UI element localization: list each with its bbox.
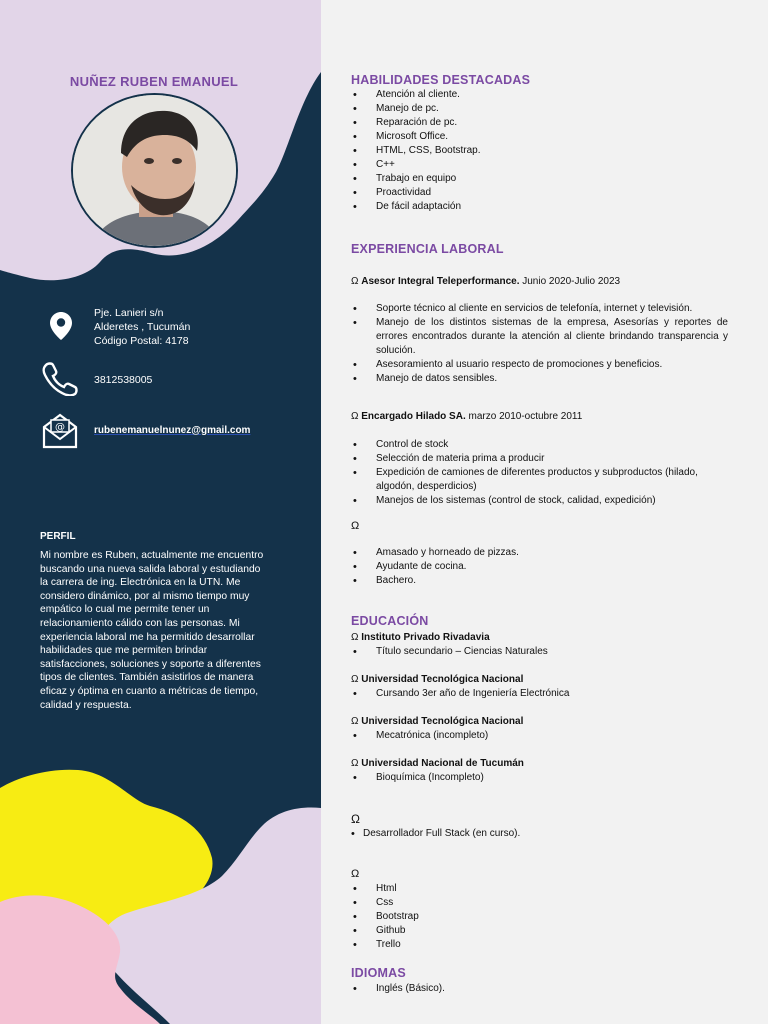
school-detail-list [353,687,728,701]
list-item: • Título secundario – Ciencias Naturales [353,645,728,659]
email-link[interactable]: rubenemanuelnunez@gmail.com [94,425,251,436]
list-item: • Cursando 3er año de Ingeniería Electrónica [353,687,728,701]
job-heading [351,276,620,287]
list-item: • Css [353,896,728,910]
omega-bullet: Ω [351,758,359,769]
school-name: Universidad Tecnológica Nacional [361,716,524,727]
location-pin-icon [50,312,72,345]
list-item: • Manejo de datos sensibles. [353,372,728,386]
list-item: • Desarrollador Full Stack (en curso). [351,827,726,841]
job-heading [351,411,582,422]
phone-number: 3812538005 [94,374,153,386]
education-title: EDUCACIÓN [351,614,429,628]
person-avatar-icon [73,95,238,248]
svg-text:@: @ [55,422,65,433]
address-line: Alderetes , Tucumán [94,321,191,333]
list-item: • Manejo de los distintos sistemas de la empresa, Asesorías y reportes de errores encontrados durante la atención al cliente brindando transparencia y solución. [353,316,728,358]
school-heading [351,632,490,643]
phone-icon [42,362,78,401]
address-line: Pje. Lanieri s/n [94,307,164,319]
omega-bullet: Ω [351,276,359,287]
list-item: • Reparación de pc. [353,116,743,130]
omega-bullet: Ω [351,812,360,826]
list-item: • Bioquímica (Incompleto) [353,771,728,785]
job-period: Junio 2020-Julio 2023 [522,276,621,287]
school-detail-list [353,771,728,785]
course-list [351,827,726,841]
school-name: Instituto Privado Rivadavia [361,632,490,643]
skills-title: HABILIDADES DESTACADAS [351,73,531,87]
list-item: • Mecatrónica (incompleto) [353,729,728,743]
profile-text: Mi nombre es Ruben, actualmente me encuentro buscando una nueva salida laboral y estudiando la carrera de ing. Electrónica en la UTN. Me considero dinámico, por al mismo tiempo muy empático lo cual me permite tener un relacionamiento cálido con las personas. Mi experiencia laboral me ha permitido desarrollar habilidades que me permiten brindar satisfacciones, soluciones y soporte a diferentes tipos de clientes. También asistirlos de manera eficaz y óptima en cuanto a métricas de tiempo, calidad y respuesta. [40,550,264,711]
list-item: • Asesoramiento al usuario respecto de promociones y beneficios. [353,358,728,372]
list-item: • Html [353,882,728,896]
email-envelope-icon [42,413,78,454]
omega-bullet: Ω [351,868,360,880]
experience-title: EXPERIENCIA LABORAL [351,242,504,256]
profile-photo [71,93,238,248]
main-content [321,0,768,1024]
job-role: Encargado Hilado SA. [361,411,466,422]
job-duties-list [353,302,728,386]
address-line: Código Postal: 4178 [94,335,189,347]
tech-list [353,882,728,952]
list-item: • Selección de materia prima a producir [353,452,728,466]
list-item: • Amasado y horneado de pizzas. [353,546,728,560]
person-name: NUÑEZ RUBEN EMANUEL [69,74,239,89]
school-name: Universidad Tecnológica Nacional [361,674,524,685]
job-duties-list [353,438,728,508]
list-item: • Bootstrap [353,910,728,924]
school-heading [351,674,523,685]
job-duties-list [353,546,728,588]
list-item: • Proactividad [353,186,743,200]
job-role: Asesor Integral Teleperformance. [361,276,520,287]
school-heading [351,716,523,727]
sidebar [0,0,321,1024]
list-item: • Github [353,924,728,938]
list-item: • Manejo de pc. [353,102,743,116]
languages-list [353,982,728,996]
list-item: • Atención al cliente. [353,88,743,102]
omega-bullet: Ω [351,716,359,727]
omega-bullet: Ω [351,520,360,532]
address [94,306,190,348]
list-item: • Trello [353,938,728,952]
list-item: • Ayudante de cocina. [353,560,728,574]
profile-title: PERFIL [40,531,76,542]
school-heading [351,758,524,769]
omega-bullet: Ω [351,411,359,422]
list-item: • Control de stock [353,438,728,452]
omega-bullet: Ω [351,632,359,643]
omega-bullet: Ω [351,674,359,685]
list-item: • Expedición de camiones de diferentes productos y subproductos (hilado, algodón, desperdicios) [353,466,728,494]
list-item: • De fácil adaptación [353,200,743,214]
list-item: • Manejos de los sistemas (control de stock, calidad, expedición) [353,494,728,508]
list-item: • C++ [353,158,743,172]
school-detail-list [353,645,728,659]
skills-list [353,88,743,214]
list-item: • Soporte técnico al cliente en servicios de telefonía, internet y televisión. [353,302,728,316]
list-item: • HTML, CSS, Bootstrap. [353,144,743,158]
job-period: marzo 2010-octubre 2011 [468,411,583,422]
school-name: Universidad Nacional de Tucumán [361,758,524,769]
list-item: • Microsoft Office. [353,130,743,144]
list-item: • Inglés (Básico). [353,982,728,996]
list-item: • Trabajo en equipo [353,172,743,186]
school-detail-list [353,729,728,743]
list-item: • Bachero. [353,574,728,588]
languages-title: IDIOMAS [351,966,406,980]
